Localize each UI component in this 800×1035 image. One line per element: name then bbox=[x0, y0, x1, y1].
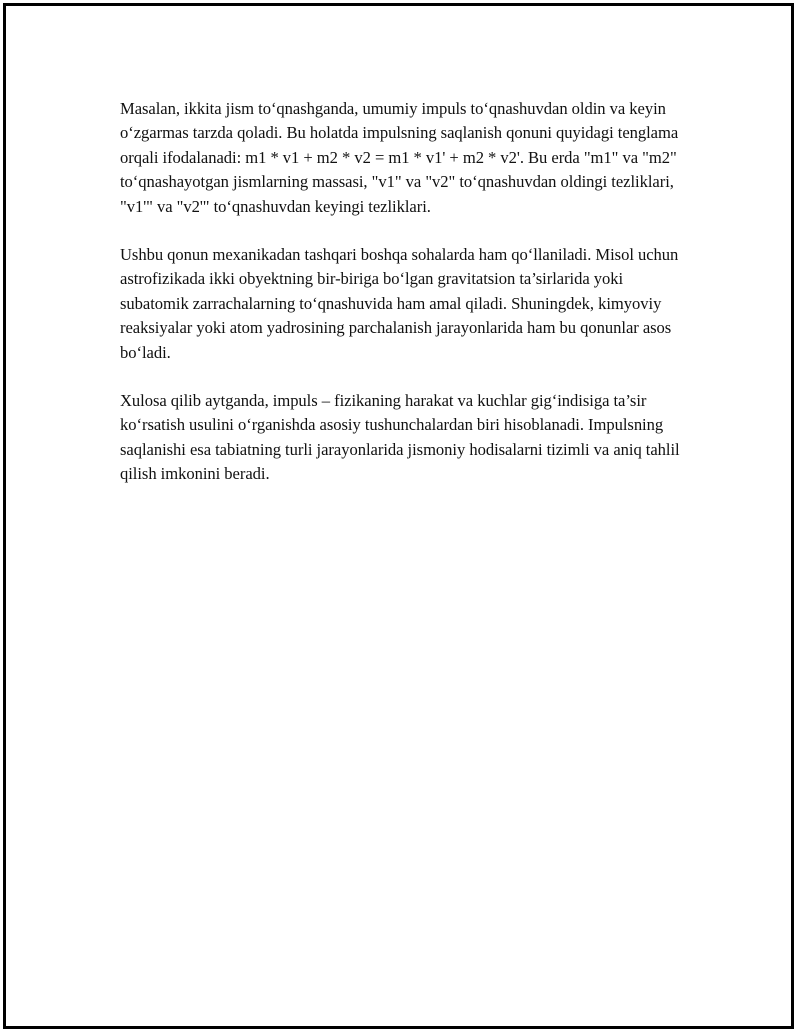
paragraph-conclusion: Xulosa qilib aytganda, impuls – fizikaning harakat va kuchlar gig‘indisiga ta’sir ko‘rsatish usulini o‘rganishda asosiy tushunchalardan biri hisoblanadi. Impulsning saqlanishi esa tabiatning turli jarayonlarida jismoniy hodisalarni tizimli va aniq tahlil qilish imkonini beradi. bbox=[120, 391, 680, 484]
document-body bbox=[120, 97, 695, 511]
paragraph-collision-example: Masalan, ikkita jism to‘qnashganda, umumiy impuls to‘qnashuvdan oldin va keyin o‘zgarmas tarzda qoladi. Bu holatda impulsning saqlanish qonuni quyidagi tenglama orqali ifodalanadi: m1 * v1 + m2 * v2 = m1 * v1' + m2 * v2'. Bu erda "m1" va "m2" to‘qnashayotgan jismlarning massasi, "v1" va "v2" to‘qnashuvdan oldingi tezliklari, "v1'" va "v2'" to‘qnashuvdan keyingi tezliklari. bbox=[120, 99, 679, 216]
document-page bbox=[3, 3, 794, 1029]
paragraph-other-fields: Ushbu qonun mexanikadan tashqari boshqa sohalarda ham qo‘llaniladi. Misol uchun astrofizikada ikki obyektning bir-biriga bo‘lgan gravitatsion ta’sirlarida yoki subatomik zarrachalarning to‘qnashuvida ham amal qiladi. Shuningdek, kimyoviy reaksiyalar yoki atom yadrosining parchalanish jarayonlarida ham bu qonunlar asos bo‘ladi. bbox=[120, 245, 679, 362]
